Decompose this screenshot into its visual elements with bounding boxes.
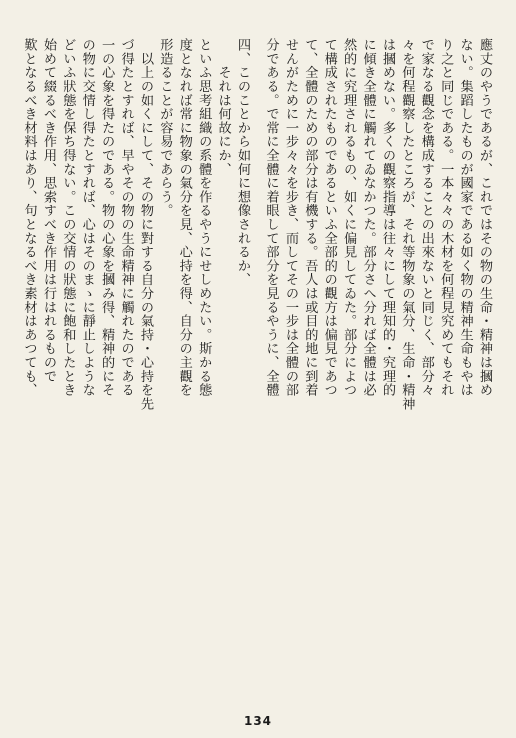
text-line: 然的に究理されるもの、如くに偏見してゐた。部分によつ <box>341 38 357 397</box>
text-line: り之と同じである。一本々々の木材を何程見究めてもそれ <box>438 38 454 397</box>
text-line: 應丈のやうであるが、これではその物の生命・精神は摑め <box>477 38 492 397</box>
text-line: 始めて綴るべき作用、思索すべき作用は行はれるもので <box>40 38 56 383</box>
text-line: 四、このことから如何に想像されるか、 <box>235 38 250 287</box>
page-number: 134 <box>243 714 273 728</box>
text-line: に傾き全體に觸れてゐなかつた。部分さへ分れば全體は必 <box>360 38 376 397</box>
text-line: 度となれば常に物象の氣分を見、心持を得、自分の主觀を <box>176 38 192 397</box>
text-line: 歎となるべき材料はあり、句となるべき素材はあつても、 <box>21 38 37 397</box>
right-text-column <box>262 38 494 678</box>
left-text-column <box>20 38 252 678</box>
text-line: で家なる觀念を構成することの出來ないと同じく、部分々 <box>418 38 434 397</box>
text-line: といふ思考組織の系體を作るやうにせしめたい。斯かる態 <box>196 38 212 397</box>
text-line: ない。集蹈したものが國家である如く物の精神生命もやは <box>457 38 473 397</box>
text-line: の物に交情し得たとすれば、心はそのまゝに靜止しような <box>79 38 95 397</box>
text-line: せんがために一步々々を步き、而してその一步は全體の部 <box>282 38 298 397</box>
text-line: どいふ狀態を保ち得ない。この交情の狀態に飽和したとき <box>60 38 76 397</box>
text-line: 々を何程觀察したところが、それ等物象の氣分、生命・精神 <box>399 38 415 411</box>
text-line: て構成されたものであるといふ全部的の觀方は偏見であつ <box>321 38 337 397</box>
text-line: 以上の如くにして、その物に對する自分の氣持・心持を先 <box>137 38 153 411</box>
text-line: は摑めない。多くの觀察指導は往々にして理知的・究理的 <box>379 38 395 397</box>
text-line: て、全體のための部分は有機する。吾人は或目的地に到着 <box>302 38 318 397</box>
text-line: それは何故にか、 <box>215 38 231 176</box>
text-line: 形造ることが容易であらう。 <box>157 38 173 218</box>
text-line: 分である。で常に全體に着眼して部分を見るやうに、全體 <box>263 38 279 397</box>
text-line: 一の心象を得たのである。物の心象を摑み得、精神的にそ <box>99 38 115 397</box>
text-line: づ得たとすれば、早やその物の生命精神に觸れたのである <box>118 38 134 397</box>
